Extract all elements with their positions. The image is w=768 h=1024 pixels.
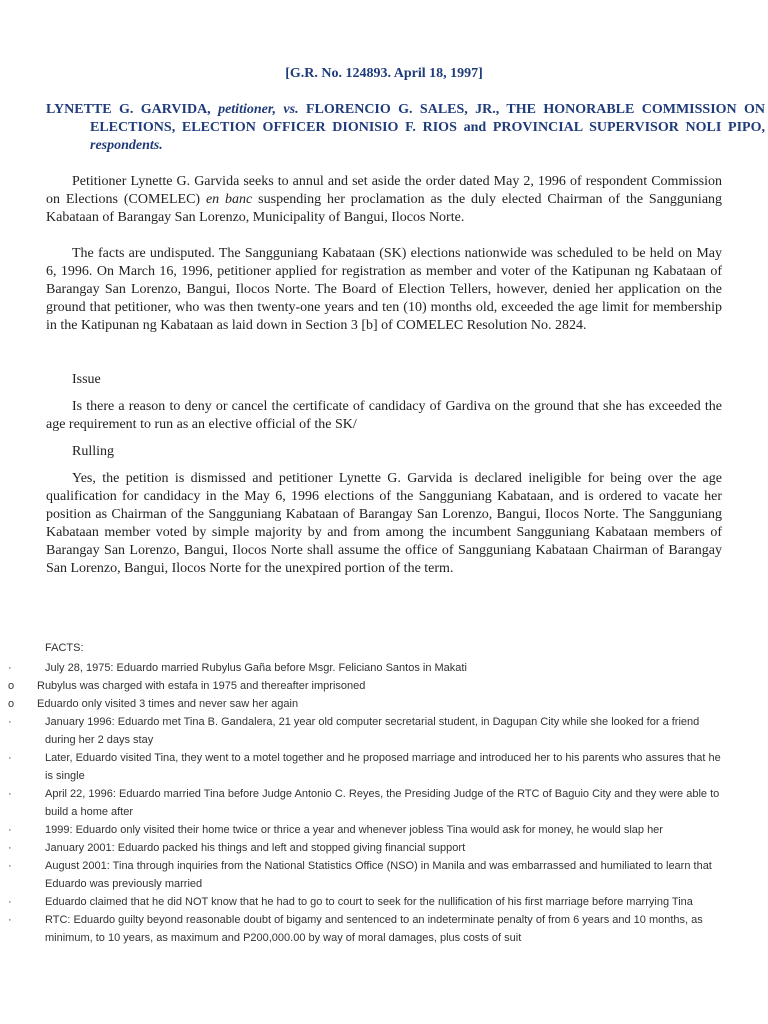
versus-text: vs. [283, 102, 299, 117]
respondents-names: FLORENCIO G. SALES, JR., THE HONORABLE COMMISSION ON ELECTIONS, ELECTION OFFICER DIONISIO F. RIOS and PROVINCIAL SUPERVISOR NOLI PIPO, [90, 102, 766, 135]
fact-text: Eduardo only visited 3 times and never saw her again [37, 698, 299, 710]
fact-list-item [0, 749, 725, 785]
bullet-marker: · [8, 842, 12, 854]
fact-text: July 28, 1975: Eduardo married Rubylus Gaña before Msgr. Feliciano Santos in Makati [45, 662, 467, 674]
fact-list-item [0, 785, 725, 821]
bullet-marker: · [8, 788, 12, 800]
bullet-marker: · [8, 914, 12, 926]
fact-text: January 1996: Eduardo met Tina B. Gandalera, 21 year old computer secretarial student, in Dagupan City while she looked for a friend during her 2 days stay [45, 716, 700, 746]
bullet-marker: · [8, 896, 12, 908]
fact-text: 1999: Eduardo only visited their home twice or thrice a year and whenever jobless Tina would ask for money, he would slap her [45, 824, 663, 836]
bullet-marker: · [8, 824, 12, 836]
fact-text: RTC: Eduardo guilty beyond reasonable doubt of bigamy and sentenced to an indeterminate penalty of from 6 years and 10 months, as minimum, to 10 years, as maximum and P200,000.00 by way of moral damages, plus costs of suit [45, 914, 703, 944]
fact-text: Eduardo claimed that he did NOT know that he had to go to court to seek for the nullification of his first marriage before marrying Tina [45, 896, 693, 908]
case-number-heading: [G.R. No. 124893. April 18, 1997] [285, 66, 483, 81]
paragraph-facts: The facts are undisputed. The Sangguniang Kabataan (SK) elections nationwide was scheduled to be held on May 6, 1996. On March 16, 1996, petitioner applied for registration as member and voter of the Katipunan ng Kabataan of Barangay San Lorenzo, Bangui, Ilocos Norte. The Board of Election Tellers, however, denied her application on the ground that petitioner, who was then twenty-one years and ten (10) months old, exceeded the age limit for membership in the Katipunan ng Kabataan as laid down in Section 3 [b] of COMELEC Resolution No. 2824. [46, 246, 722, 333]
para1-text-after: suspending her proclamation as the duly elected Chairman of the Sangguniang Kabataan of Barangay San Lorenzo, Municipality of Bangui, Ilocos Norte. [46, 192, 723, 225]
fact-text: January 2001: Eduardo packed his things and left and stopped giving financial support [45, 842, 466, 854]
fact-text: Rubylus was charged with estafa in 1975 and thereafter imprisoned [37, 680, 366, 692]
fact-list-item [0, 893, 725, 911]
fact-list-item [0, 659, 725, 677]
para1-italic: en banc [205, 192, 253, 207]
respondents-role: respondents. [90, 138, 163, 153]
fact-list-item [0, 857, 725, 893]
issue-text: Is there a reason to deny or cancel the certificate of candidacy of Gardiva on the ground that she has exceeded the age requirement to run as an elective official of the SK/ [46, 399, 722, 432]
issue-label: Issue [72, 372, 101, 387]
bullet-marker: · [8, 860, 12, 872]
fact-text: August 2001: Tina through inquiries from the National Statistics Office (NSO) in Manila and was embarrassed and humiliated to learn that Eduardo was previously married [45, 860, 712, 890]
fact-list-item [0, 713, 725, 749]
fact-list-item [0, 695, 717, 713]
fact-list-item [0, 821, 725, 839]
bullet-marker: · [8, 752, 12, 764]
sub-bullet-marker: o [8, 698, 15, 710]
petitioner-name: LYNETTE G. GARVIDA, [46, 102, 211, 117]
fact-text: April 22, 1996: Eduardo married Tina before Judge Antonio C. Reyes, the Presiding Judge of the RTC of Baguio City and they were able to build a home after [45, 788, 720, 818]
bullet-marker: · [8, 716, 12, 728]
paragraph-petition [46, 173, 722, 227]
fact-list-item [0, 677, 717, 695]
bullet-marker: · [8, 662, 12, 674]
case-caption [46, 101, 765, 155]
fact-text: Later, Eduardo visited Tina, they went to a motel together and he proposed marriage and introduced her to his parents who assures that he is single [45, 752, 721, 782]
fact-list-item [0, 911, 725, 947]
facts-title: FACTS: [45, 642, 84, 654]
para1-text-before: Petitioner Lynette G. Garvida seeks to annul and set aside the order dated May 2, 1996 of respondent Commission on Elections (COMELEC) [46, 174, 722, 207]
facts-list [0, 659, 768, 947]
petitioner-role: petitioner, [218, 102, 277, 117]
ruling-label: Rulling [72, 444, 115, 459]
ruling-text: Yes, the petition is dismissed and petitioner Lynette G. Garvida is declared ineligible for being over the age qualification for candidacy in the May 6, 1996 elections of the Sangguniang Kabataan, and is ordered to vacate her position as Chairman of the Sangguniang Kabataan of Barangay San Lorenzo, Bangui, Ilocos Norte. The Sangguniang Kabataan member voted by simple majority by and from among the incumbent Sangguniang Kabataan members of Barangay San Lorenzo, Bangui, Ilocos Norte shall assume the office of Sangguniang Kabataan Chairman of Barangay San Lorenzo, Bangui, Ilocos Norte for the unexpired portion of the term. [46, 471, 722, 576]
sub-bullet-marker: o [8, 680, 15, 692]
fact-list-item [0, 839, 725, 857]
